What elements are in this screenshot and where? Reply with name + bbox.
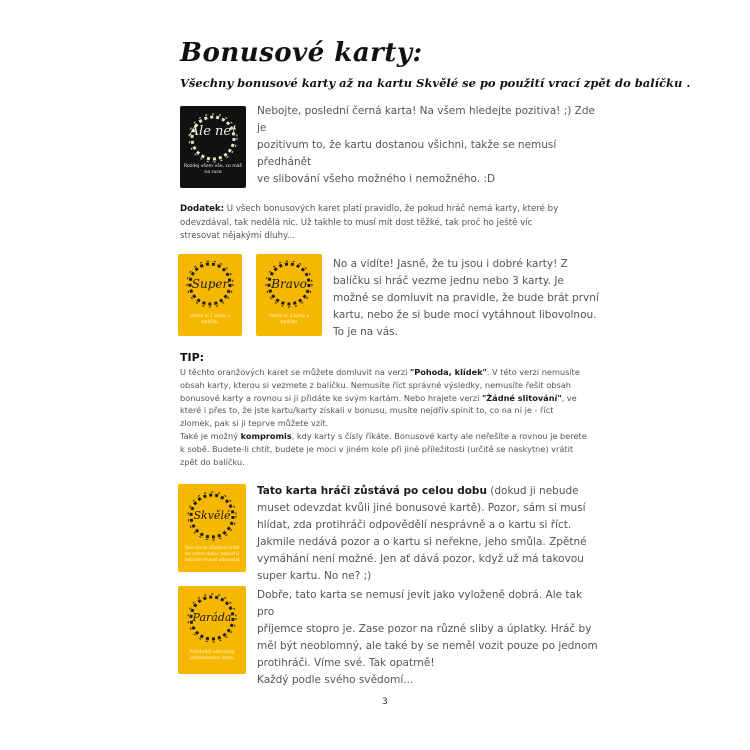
card-caption: Protihráči odevzdají požadovanou kartu <box>189 650 235 661</box>
text-line: měl být neoblomný, ale také by se neměl vozit pouze po jednom <box>257 640 598 652</box>
text-line: To je na vás. <box>333 326 398 338</box>
block4-text <box>257 587 602 689</box>
text-line: muset odevzdat kvůli jiné bonusové kartě). Pozor, sám si musí <box>257 502 586 514</box>
page-title: Bonusové karty: <box>180 38 423 68</box>
block1-text <box>257 103 602 188</box>
text-line: odevzdával, tak nedělá nic. Už takhle to musí mít dost těžké, tak proč ho ještě víc <box>180 217 533 228</box>
text-line: super kartu. No ne? ;) <box>257 570 372 582</box>
text-line: vymáhání není možné. Jen ať dává pozor, když už má takovou <box>257 553 584 565</box>
card-parada <box>178 586 246 674</box>
text-line: protihráči. Víme své. Tak opatrně! <box>257 657 435 669</box>
card-skvele <box>178 484 246 572</box>
text-line: příjemce stopro je. Zase pozor na různé sliby a úplatky. Hráč by <box>257 623 592 635</box>
text-line: které i přes to, že jste kartu/karty získali v bonusu, musíte nejdřív spinit to, co na ní je - říct <box>180 405 554 416</box>
block3-bold: Tato karta hráči zůstává po celou dobu <box>257 485 487 497</box>
block3-text <box>257 483 602 585</box>
card-name: Paráda <box>192 611 232 624</box>
text-line: Každý podle svého svědomí... <box>257 674 414 686</box>
text-line: stresovat nějakými dluhy... <box>180 231 296 241</box>
card-caption: Vezmi si 1 kartu z balíčku <box>189 314 231 325</box>
text-line: možné se domluvit na pravidle, že bude brát první <box>333 292 599 304</box>
card-name: Skvělé <box>193 509 231 522</box>
dodatek-label: Dodatek: <box>180 204 225 214</box>
text-line: bonusové karty a rovnou si ji přidáte ke svým kartám. Nebo hrajete verzi "Žádné slitování", ve <box>180 392 577 403</box>
page-subtitle: Všechny bonusové karty až na kartu Skvělé se po použití vrací zpět do balíčku . <box>180 76 691 90</box>
text-line: Jakmile nedává pozor a o kartu si neřekne, jeho smůla. Zpětné <box>257 536 587 548</box>
card-caption: Vezmi si 3 karty z balíčku <box>268 314 310 325</box>
page-number: 3 <box>382 697 388 707</box>
card-caption: Rozdej všem vše, co máš na ruce <box>184 164 242 175</box>
text-line: zpět do balíčku. <box>180 456 245 467</box>
card-super <box>178 254 242 336</box>
text-line: Dobře, tato karta se nemusí jevit jako vyloženě dobrá. Ale tak pro <box>257 589 583 618</box>
text-line: Tato karta hráči zůstává po celou dobu (dokud ji nebude <box>257 485 579 497</box>
text-line: obsah karty, kterou si vezmete z balíčku. Nemusíte říct správné výsledky, nemusíte řešit obsah <box>180 379 571 390</box>
text-line: zlomek, pak si ji teprve můžete vzít. <box>180 418 329 429</box>
text-line: Dodatek: U všech bonusových karet platí pravidlo, že pokud hráč nemá karty, které by <box>180 204 559 214</box>
text-line: Také je možný kompromis, kdy karty s čísly říkáte. Bonusové karty ale neřešíte a rovnou je berete <box>180 430 587 441</box>
card-name: Ale ne! <box>189 124 237 139</box>
text-line: k sobě. Budete-li chtít, budete je moci v jiném kole při jiné příležitosti (určitě se naskytne) vrátit <box>180 443 574 454</box>
tip-paragraph <box>180 366 600 468</box>
text-line: hlídat, zda protihráči odpovědělí nesprávně a o kartu si říct. <box>257 519 572 531</box>
text-line: ve slibování všeho možného i nemožného. :D <box>257 173 496 185</box>
text-line: kartu, nebo že si bude moci vytáhnout libovolnou. <box>333 309 597 321</box>
card-caption: Tato karta zůstává hráči po celou dobu, pokud ji nebude muset odevzdat <box>184 546 240 563</box>
tip-label: TIP: <box>180 351 205 364</box>
text-line: U těchto oranžových karet se můžete domluvit na verzi "Pohoda, klídek". V této verzi nemusíte <box>180 367 580 377</box>
dodatek-paragraph <box>180 203 600 244</box>
text-line: No a vidíte! Jasně, že tu jsou i dobré karty! Z <box>333 258 568 270</box>
text-line: pozitivum to, že kartu dostanou všichni, takže se nemusí předhánět <box>257 139 557 168</box>
block2-text <box>333 256 603 341</box>
text-line: Nebojte, poslední černá karta! Na všem hledejte pozitiva! ;) Zde je <box>257 105 595 134</box>
card-name: Super <box>191 277 229 291</box>
card-name: Bravo <box>271 277 307 291</box>
card-ale-ne <box>180 106 246 188</box>
card-bravo <box>256 254 322 336</box>
text-line: balíčku si hráč vezme jednu nebo 3 karty. Je <box>333 275 564 287</box>
